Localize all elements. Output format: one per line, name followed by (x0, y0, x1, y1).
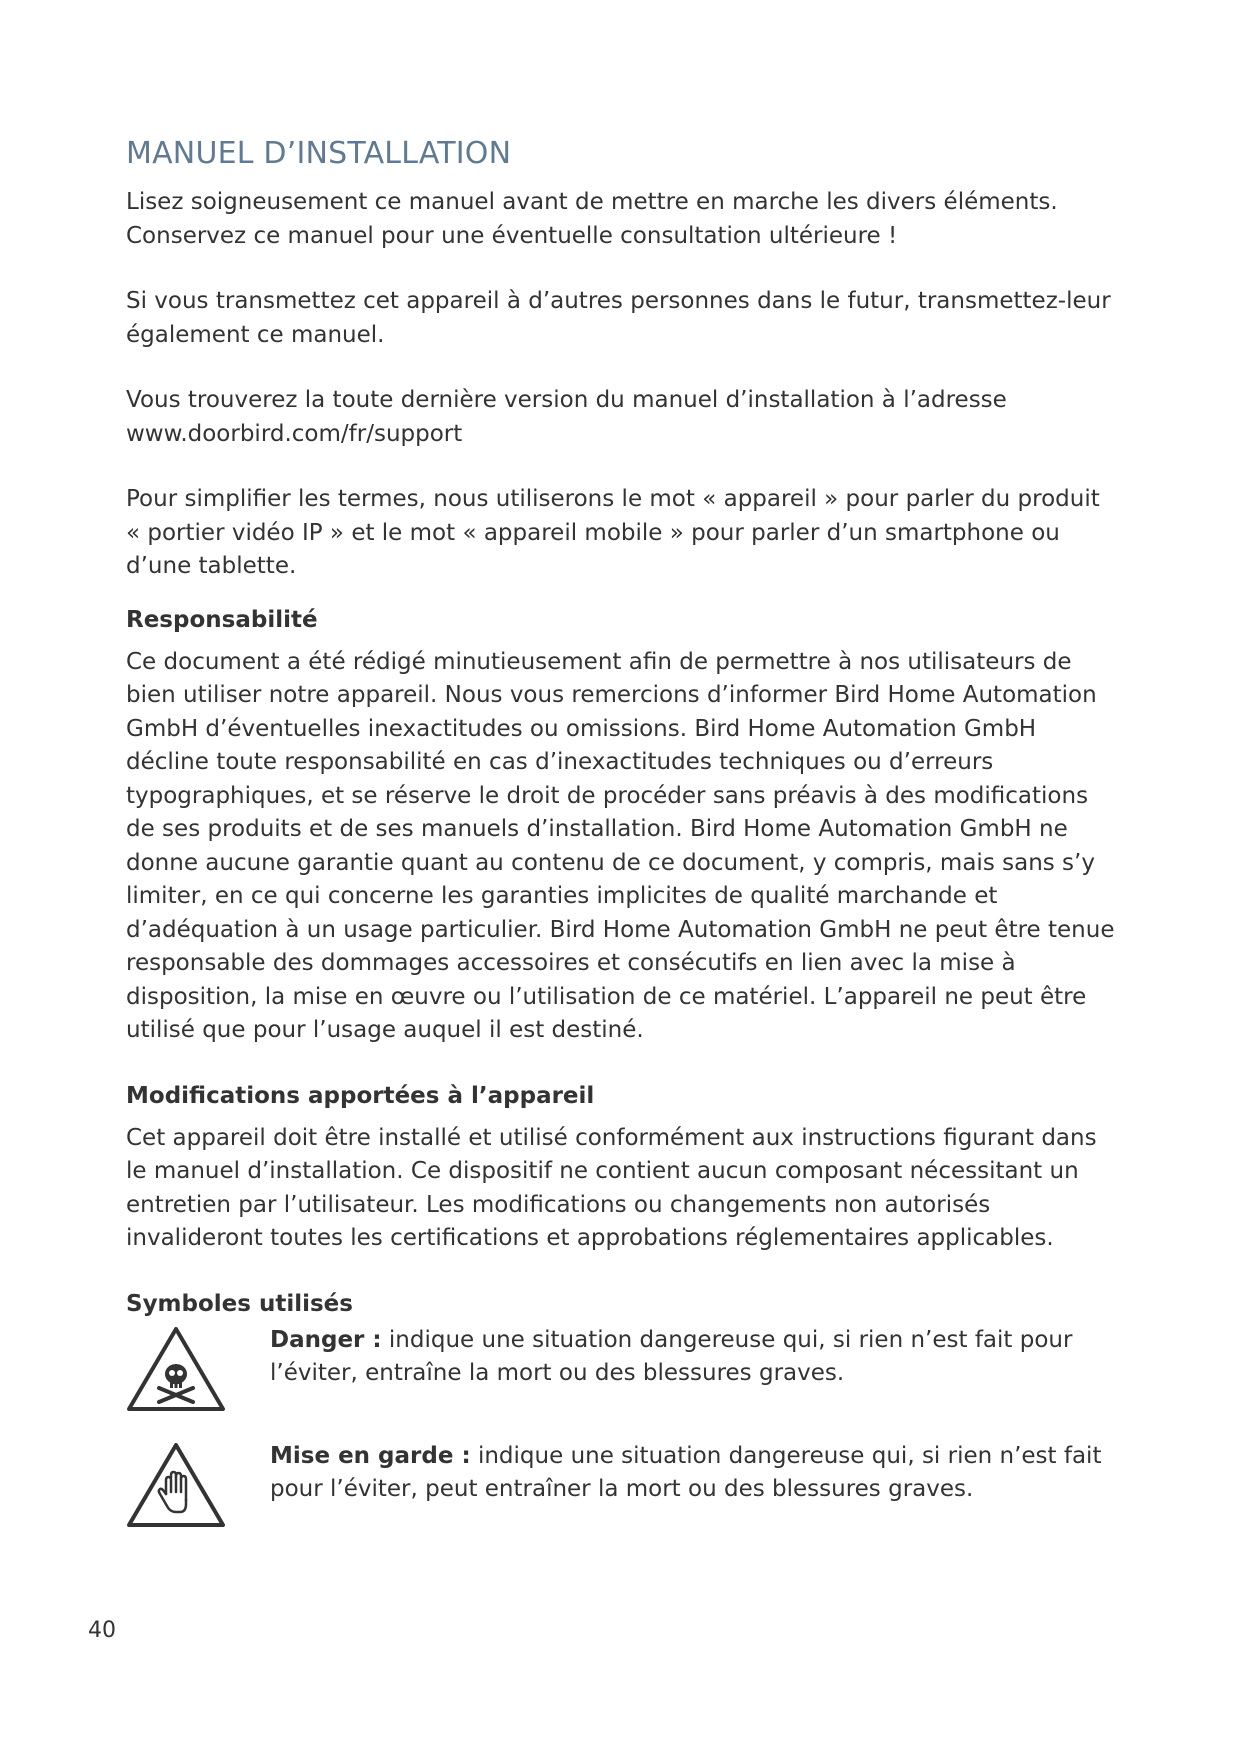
symbol-danger-label: Danger : (270, 1326, 382, 1353)
symbol-warning-row (126, 1440, 1116, 1528)
symboles-heading: Symboles utilisés (126, 1290, 353, 1317)
warning-hand-triangle-icon (126, 1442, 226, 1528)
danger-skull-triangle-icon (126, 1326, 226, 1412)
symbol-warning-description (270, 1440, 1116, 1507)
responsabilite-body: Ce document a été rédigé minutieusement afin de permettre à nos utilisateurs de bien utiliser notre appareil. Nous vous remercions d’informer Bird Home Automation GmbH d’éventuelles inexactitudes ou omissions. Bird Home Automation GmbH décline toute responsabilité en cas d’inexactitudes techniques ou d’erreurs typographiques, et se réserve le droit de procéder sans préavis à des modifications de ses produits et de ses manuels d’installation. Bird Home Automation GmbH ne donne aucune garantie quant au contenu de ce document, y compris, mais sans s’y limiter, en ce qui concerne les garanties implicites de qualité marchande et d’adéquation à un usage particulier. Bird Home Automation GmbH ne peut être tenue responsable des dommages accessoires et consécutifs en lien avec la mise à disposition, la mise en œuvre ou l’utilisation de ce matériel. L’appareil ne peut être utilisé que pour l’usage auquel il est destiné. (126, 648, 1115, 1043)
intro-paragraph-3: Vous trouverez la toute dernière version du manuel d’installation à l’adresse www.doorbird.com/fr/support (126, 387, 1007, 447)
page-title: MANUEL D’INSTALLATION (126, 136, 512, 171)
symbol-warning-label: Mise en garde : (270, 1442, 471, 1469)
intro-paragraph-2: Si vous transmettez cet appareil à d’autres personnes dans le futur, transmettez-leur également ce manuel. (126, 288, 1111, 348)
modifications-body: Cet appareil doit être installé et utilisé conformément aux instructions figurant dans le manuel d’installation. Ce dispositif ne contient aucun composant nécessitant un entretien par l’utilisateur. Les modifications ou changements non autorisés invalideront toutes les certifications et approbations réglementaires applicables. (126, 1124, 1097, 1251)
page-number: 40 (88, 1618, 116, 1643)
symbol-warning-text: indique une situation dangereuse qui, si rien n’est fait pour l’éviter, peut entraîner la mort ou des blessures graves. (270, 1442, 1102, 1502)
symbol-danger-text: indique une situation dangereuse qui, si rien n’est fait pour l’éviter, entraîne la mort ou des blessures graves. (270, 1326, 1073, 1386)
symbol-danger-row (126, 1324, 1116, 1412)
modifications-heading: Modifications apportées à l’appareil (126, 1082, 595, 1109)
page-content (126, 136, 1116, 1550)
symbol-danger-description (270, 1324, 1116, 1391)
intro-paragraph-1: Lisez soigneusement ce manuel avant de mettre en marche les divers éléments. Conservez ce manuel pour une éventuelle consultation ultérieure ! (126, 189, 1058, 249)
intro-paragraph-4: Pour simplifier les termes, nous utiliserons le mot « appareil » pour parler du produit « portier vidéo IP » et le mot « appareil mobile » pour parler d’un smartphone ou d’une tablette. (126, 486, 1100, 579)
responsabilite-heading: Responsabilité (126, 606, 318, 633)
